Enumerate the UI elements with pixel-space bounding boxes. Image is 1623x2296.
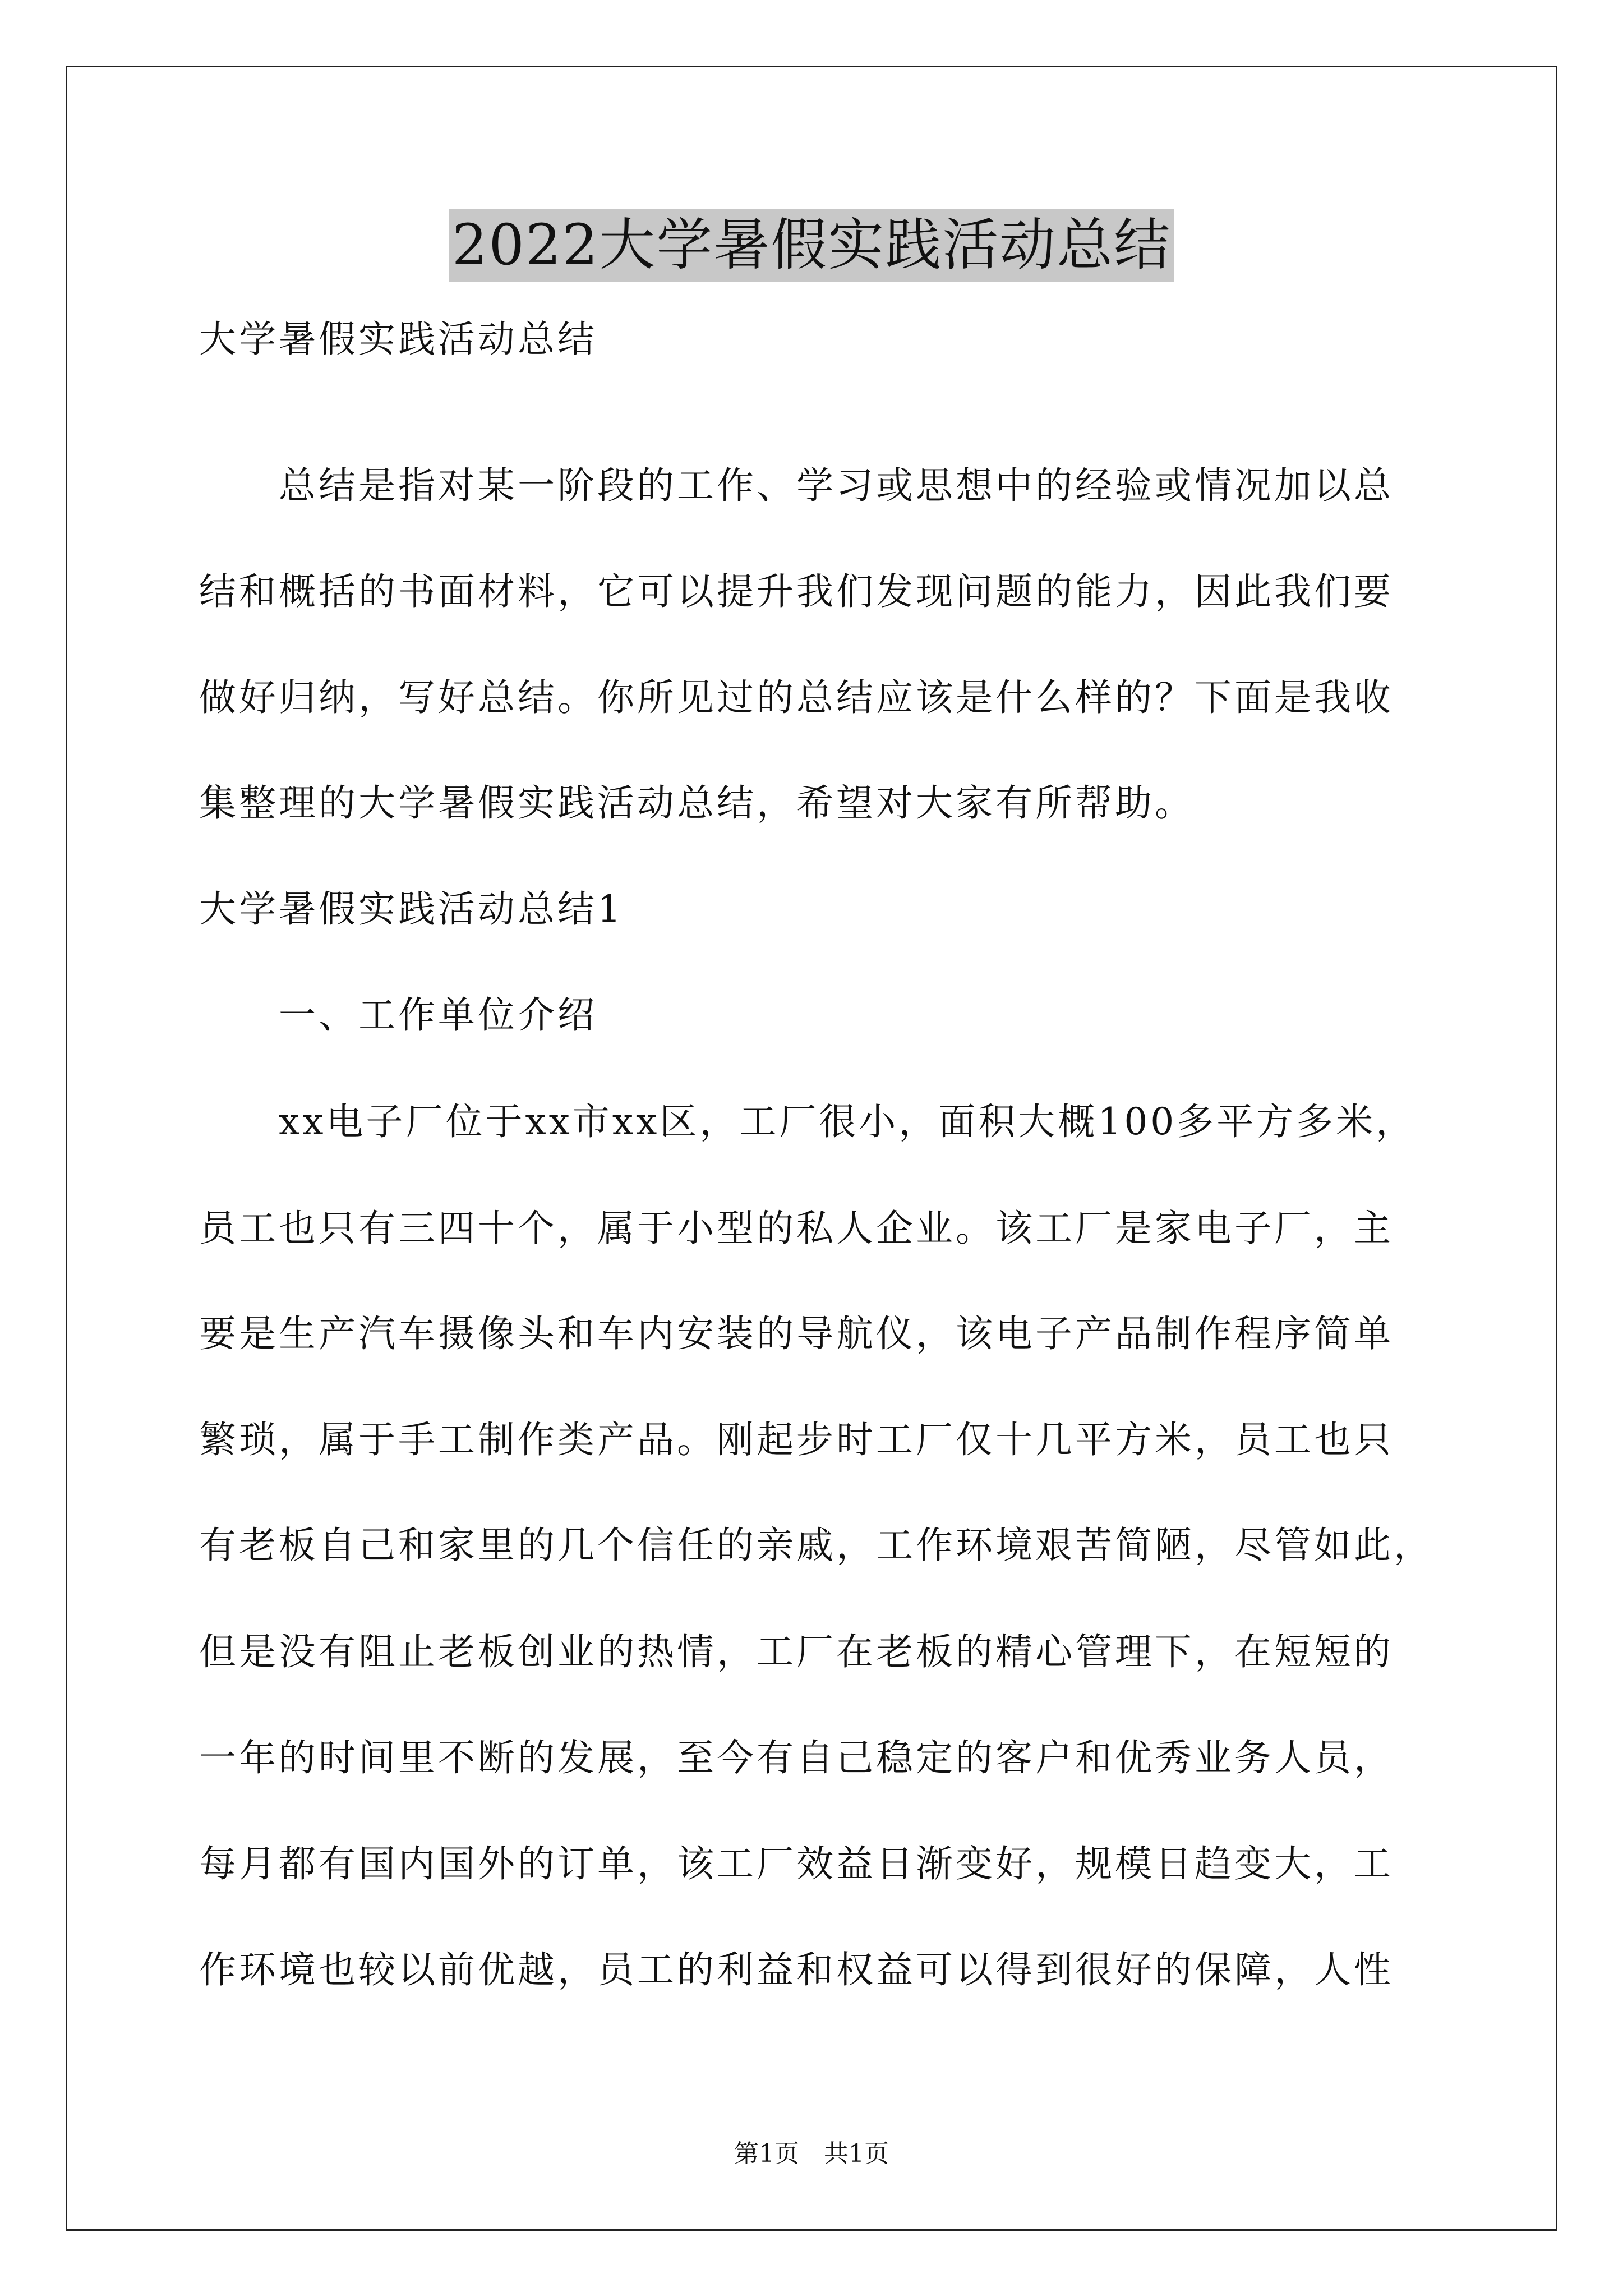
body-line: 结和概括的书面材料，它可以提升我们发现问题的能力，因此我们要 xyxy=(199,570,1394,613)
body-line: 但是没有阻止老板创业的热情，工厂在老板的精心管理下，在短短的 xyxy=(199,1630,1394,1673)
body-line: xx电子厂位于xx市xx区，工厂很小，面积大概100多平方多米， xyxy=(199,1100,1416,1143)
title-container xyxy=(0,209,1623,282)
document-title: 2022大学暑假实践活动总结 xyxy=(449,209,1175,282)
section-heading: 大学暑假实践活动总结1 xyxy=(199,887,624,931)
body-line: 繁琐，属于手工制作类产品。刚起步时工厂仅十几平方米，员工也只 xyxy=(199,1418,1394,1461)
body-line: 做好归纳，写好总结。你所见过的总结应该是什么样的？下面是我收 xyxy=(199,676,1394,719)
body-line: 作环境也较以前优越，员工的利益和权益可以得到很好的保障，人性 xyxy=(199,1948,1394,1991)
body-line: 总结是指对某一阶段的工作、学习或思想中的经验或情况加以总 xyxy=(199,464,1394,507)
body-line: 一年的时间里不断的发展，至今有自己稳定的客户和优秀业务人员， xyxy=(199,1736,1394,1779)
subsection-heading: 一、工作单位介绍 xyxy=(199,993,597,1037)
body-line: 员工也只有三四十个，属于小型的私人企业。该工厂是家电子厂，主 xyxy=(199,1207,1394,1250)
body-line: 每月都有国内国外的订单，该工厂效益日渐变好，规模日趋变大，工 xyxy=(199,1842,1394,1885)
body-line: 有老板自己和家里的几个信任的亲戚，工作环境艰苦简陋，尽管如此， xyxy=(199,1524,1433,1567)
page-footer: 第1页 共1页 xyxy=(734,2139,889,2168)
body-line: 集整理的大学暑假实践活动总结，希望对大家有所帮助。 xyxy=(199,781,1195,825)
subtitle-line: 大学暑假实践活动总结 xyxy=(199,318,597,361)
page-border xyxy=(66,66,1557,2231)
body-line: 要是生产汽车摄像头和车内安装的导航仪，该电子产品制作程序简单 xyxy=(199,1312,1394,1355)
